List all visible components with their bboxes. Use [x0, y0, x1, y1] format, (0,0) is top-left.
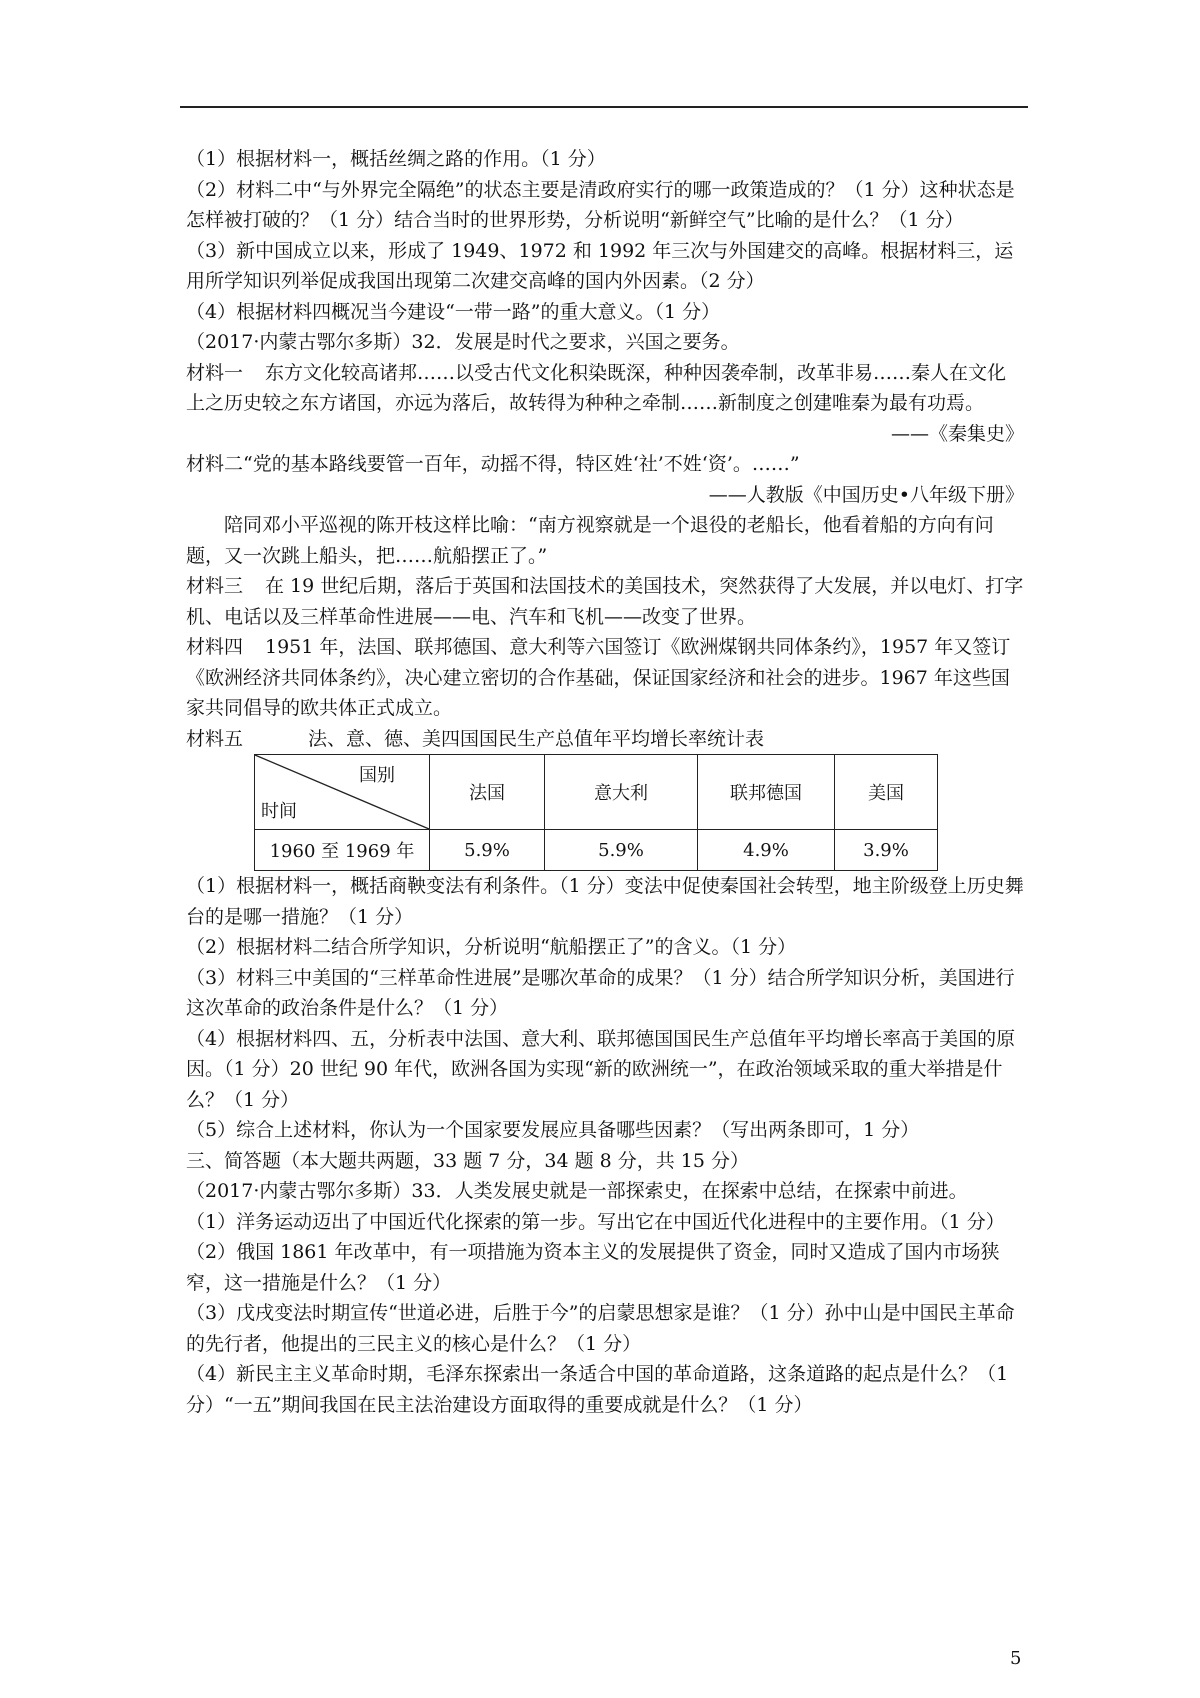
- row-label: 1960 至 1969 年: [255, 830, 430, 871]
- material-text: 东方文化较高诸邦……以受古代文化积染既深，种种因袭牵制，改革非易……秦人在文化上之历史较之东方诸国，亦远为落后，故转得为种种之牵制……新制度之创建唯秦为最有功焉。: [186, 361, 1007, 414]
- page-content: [186, 144, 1024, 1420]
- growth-table-wrapper: [254, 754, 938, 871]
- table-header-row: [255, 755, 938, 830]
- material-text: 在 19 世纪后期，落后于英国和法国技术的美国技术，突然获得了大发展，并以电灯、打字机、电话以及三样革命性进展——电、汽车和飞机——改变了世界。: [186, 575, 1024, 628]
- material-1: [186, 358, 1024, 419]
- material-text: 1951 年，法国、联邦德国、意大利等六国签订《欧洲煤钢共同体条约》，1957 年又签订《欧洲经济共同体条约》，决心建立密切的合作基础，保证国家经济和社会的进步。1967 年这些国家共同倡导的欧共体正式成立。: [186, 636, 1011, 719]
- question-line: （2）根据材料二结合所学知识，分析说明“航船摆正了”的含义。（1 分）: [186, 936, 797, 958]
- material-5: [186, 724, 1024, 755]
- material-4: [186, 632, 1024, 724]
- question-line: （3）戊戌变法时期宣传“世道必进，后胜于今”的启蒙思想家是谁？（1 分）孙中山是中国民主革命的先行者，他提出的三民主义的核心是什么？（1 分）: [186, 1302, 1015, 1355]
- question-line: （1）洋务运动迈出了中国近代化探索的第一步。写出它在中国近代化进程中的主要作用。（1 分）: [186, 1210, 1005, 1233]
- question-line: （4）根据材料四概况当今建设“一带一路”的重大意义。（1 分）: [186, 300, 721, 323]
- material-label: 材料三: [186, 575, 244, 597]
- column-header: 美国: [835, 755, 938, 830]
- column-header: 意大利: [545, 755, 698, 830]
- question-line: （1）根据材料一，概括商鞅变法有利条件。（1 分）变法中促使秦国社会转型，地主阶级登上历史舞台的是哪一措施？（1 分）: [186, 875, 1024, 928]
- question-32-intro: （2017·内蒙古鄂尔多斯）32．发展是时代之要求，兴国之要务。: [186, 331, 740, 353]
- column-header: 法国: [430, 755, 545, 830]
- table-cell: 4.9%: [698, 830, 835, 871]
- question-line: （2）材料二中“与外界完全隔绝”的状态主要是清政府实行的哪一政策造成的？（1 分）这种状态是怎样被打破的？（1 分）结合当时的世界形势，分析说明“新鲜空气”比喻的是什么？（1 分）: [186, 178, 1015, 231]
- material-2-source: ——人教版《中国历史•八年级下册》: [708, 483, 1024, 506]
- header-country: 国别: [359, 765, 395, 786]
- question-line: （4）根据材料四、五，分析表中法国、意大利、联邦德国国民生产总值年平均增长率高于美国的原因。（1 分）20 世纪 90 年代，欧洲各国为实现“新的欧洲统一”，在政治领域采取的重大举措是什么？（1 分）: [186, 1027, 1016, 1111]
- material-label: 材料一: [186, 361, 244, 384]
- question-line: （5）综合上述材料，你认为一个国家要发展应具备哪些因素？（写出两条即可，1 分）: [186, 1119, 920, 1141]
- question-33-intro: （2017·内蒙古鄂尔多斯）33．人类发展史就是一部探索史，在探索中总结，在探索中前进。: [186, 1180, 968, 1202]
- growth-rate-table: [254, 754, 938, 871]
- header-rule: [180, 106, 1028, 108]
- column-header: 联邦德国: [698, 755, 835, 830]
- question-line: （2）俄国 1861 年改革中，有一项措施为资本主义的发展提供了资金，同时又造成了国内市场狭窄，这一措施是什么？（1 分）: [186, 1241, 1000, 1294]
- table-cell: 5.9%: [430, 830, 545, 871]
- section-heading: 三、简答题（本大题共两题，33 题 7 分，34 题 8 分，共 15 分）: [186, 1149, 750, 1172]
- question-line: （3）材料三中美国的“三样革命性进展”是哪次革命的成果？（1 分）结合所学知识分析，美国进行这次革命的政治条件是什么？（1 分）: [186, 966, 1015, 1019]
- table-row: [255, 830, 938, 871]
- table-corner-cell: [255, 755, 430, 830]
- material-label: 材料五: [186, 727, 244, 750]
- material-2-paragraph: 陪同邓小平巡视的陈开枝这样比喻：“南方视察就是一个退役的老船长，他看着船的方向有问题，又一次跳上船头，把……航船摆正了。”: [186, 514, 994, 567]
- page-number: 5: [1010, 1648, 1022, 1669]
- material-1-source: ——《秦集史》: [890, 422, 1024, 445]
- table-title: 法、意、德、美四国国民生产总值年平均增长率统计表: [308, 727, 765, 750]
- question-line: （1）根据材料一，概括丝绸之路的作用。（1 分）: [186, 148, 606, 170]
- material-3: [186, 571, 1024, 632]
- material-2: 材料二“党的基本路线要管一百年，动摇不得，特区姓‘社’不姓‘资’。……”: [186, 453, 800, 475]
- table-cell: 3.9%: [835, 830, 938, 871]
- table-cell: 5.9%: [545, 830, 698, 871]
- question-line: （3）新中国成立以来，形成了 1949、1972 和 1992 年三次与外国建交的高峰。根据材料三，运用所学知识列举促成我国出现第二次建交高峰的国内外因素。（2 分）: [186, 239, 1014, 292]
- material-label: 材料四: [186, 636, 244, 658]
- header-time: 时间: [261, 801, 297, 822]
- question-line: （4）新民主主义革命时期，毛泽东探索出一条适合中国的革命道路，这条道路的起点是什么？（1 分）“一五”期间我国在民主法治建设方面取得的重要成就是什么？（1 分）: [186, 1363, 1009, 1416]
